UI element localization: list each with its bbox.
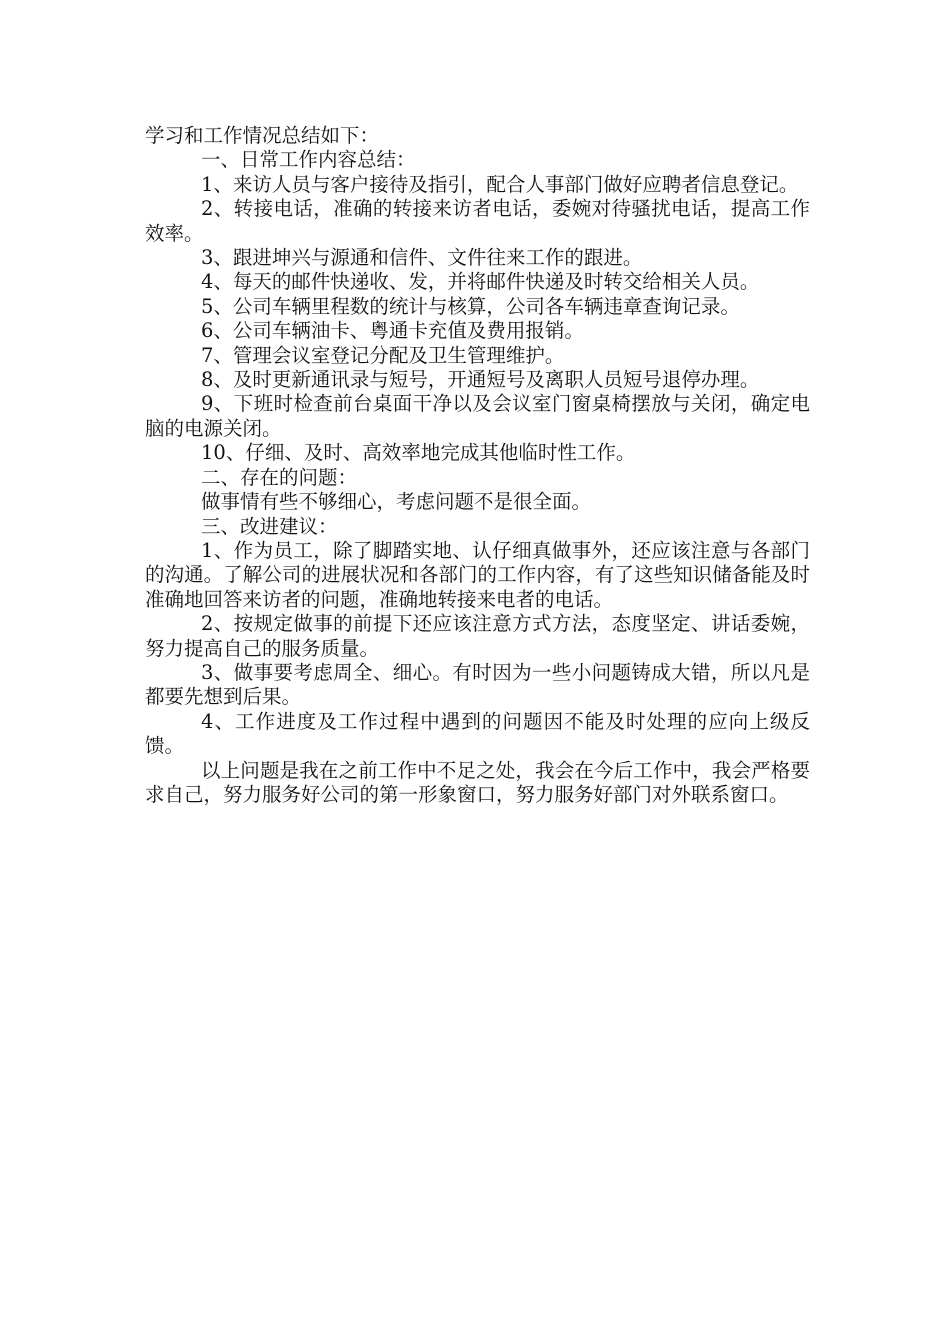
daily-item: 1、来访人员与客户接待及指引，配合人事部门做好应聘者信息登记。 [201,172,799,196]
problem-text: 做事情有些不够细心，考虑问题不是很全面。 [201,490,592,514]
daily-item: 2、转接电话，准确的转接来访者电话，委婉对待骚扰电话，提高工作效率。 [145,197,810,245]
suggestion-item: 1、作为员工，除了脚踏实地、认仔细真做事外，还应该注意与各部门的沟通。了解公司的进展状况和各部门的工作内容，有了这些知识储备能及时准确地回答来访者的问题，准确地转接来电者的电话。 [145,538,810,611]
daily-item: 3、跟进坤兴与源通和信件、文件往来工作的跟进。 [201,246,643,270]
daily-item: 7、管理会议室登记分配及卫生管理维护。 [201,343,565,367]
suggestion-item: 4、工作进度及工作过程中遇到的问题因不能及时处理的应向上级反馈。 [145,709,810,758]
daily-item: 10、仔细、及时、高效率地完成其他临时性工作。 [201,441,636,465]
closing-paragraph: 以上问题是我在之前工作中不足之处，我会在今后工作中，我会严格要求自己，努力服务好公司的第一形象窗口，努力服务好部门对外联系窗口。 [145,758,810,806]
suggestion-item: 3、做事要考虑周全、细心。有时因为一些小问题铸成大错，所以凡是都要先想到后果。 [145,660,810,709]
daily-item: 9、下班时检查前台桌面干净以及会议室门窗桌椅摆放与关闭，确定电脑的电源关闭。 [145,392,810,440]
suggestion-item: 2、按规定做事的前提下还应该注意方式方法，态度坚定、讲话委婉，努力提高自己的服务质量。 [145,612,810,660]
daily-item: 5、公司车辆里程数的统计与核算，公司各车辆违章查询记录。 [201,294,740,318]
section-heading-suggestions: 三、改进建议： [201,514,338,538]
daily-item: 6、公司车辆油卡、粤通卡充值及费用报销。 [201,319,584,343]
daily-item: 4、每天的邮件快递收、发，并将邮件快递及时转交给相关人员。 [201,270,760,294]
daily-item: 8、及时更新通讯录与短号，开通短号及离职人员短号退停办理。 [201,368,760,392]
section-heading-daily-work: 一、日常工作内容总结： [201,148,416,172]
intro-line: 学习和工作情况总结如下： [145,124,380,147]
section-heading-problems: 二、存在的问题： [201,465,358,489]
document-body [145,124,810,807]
